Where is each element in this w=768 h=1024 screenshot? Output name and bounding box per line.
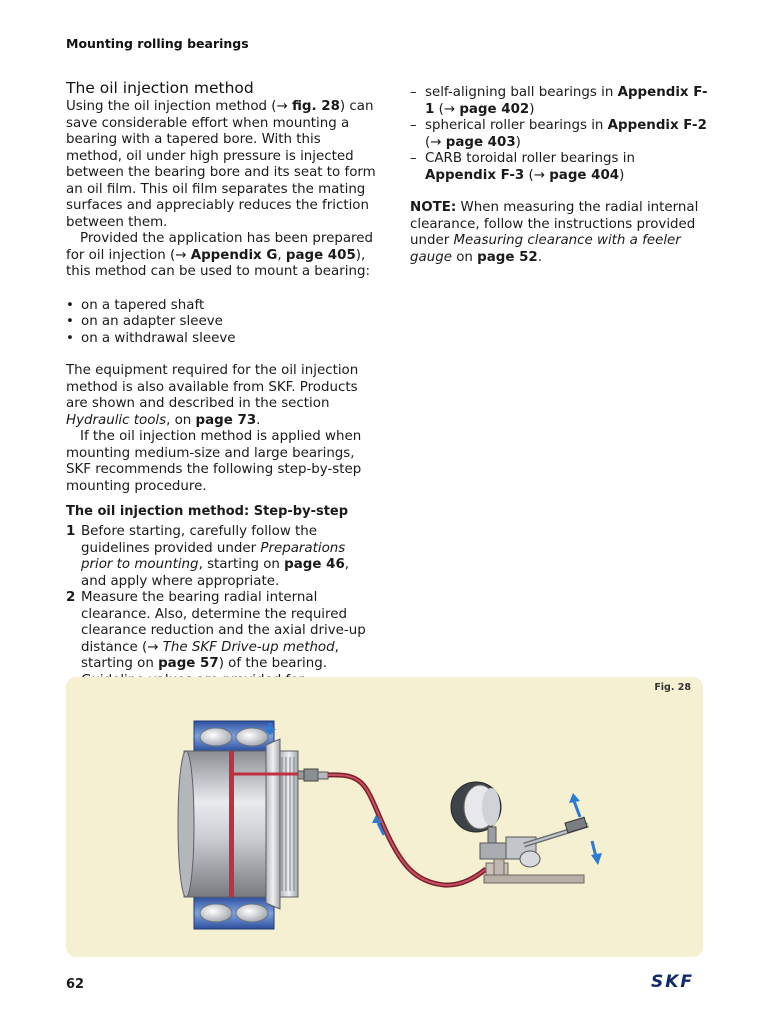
appendix-g-ref[interactable]: Appendix G xyxy=(190,247,278,263)
step-2: 2 Measure the bearing radial internal clearance. Also, determine the required clearance reduction and the axial drive-up distance (→ The SKF Drive-up method, starting on page 57) of the bearing. xyxy=(66,590,366,671)
page-46-ref[interactable]: page 46 xyxy=(284,557,345,572)
list-item: • on an adapter sleeve xyxy=(66,314,376,331)
note-paragraph: NOTE: When measuring the radial internal clearance, follow the instructions provided under Measuring clearance with a feeler gauge on page 52. xyxy=(410,200,699,265)
sleeve xyxy=(266,739,280,909)
page-number: 62 xyxy=(66,977,85,992)
bearing-bottom xyxy=(194,897,274,929)
note-label: NOTE: xyxy=(410,200,457,215)
running-header: Mounting rolling bearings xyxy=(66,36,249,51)
page-405-ref[interactable]: page 405 xyxy=(285,247,356,263)
appendix-f1-ref[interactable]: Appendix F-1 xyxy=(425,85,708,117)
paragraph-intro: Using the oil injection method (→ fig. 28) can save considerable effort when mounting a bearing with a tapered bore. With this method, oil under high pressure is injected between the bearing bore and its seat to form an oil film. This oil film separates the mating surfaces and appreciably reduces the friction between them. xyxy=(66,99,376,230)
list-item: – self-aligning ball bearings in Appendix F-1 (→ page 402) xyxy=(410,85,710,118)
figure-28 xyxy=(66,677,703,957)
mounting-options-list xyxy=(66,298,376,348)
figure-label: Fig. 28 xyxy=(654,682,691,693)
page-57-ref[interactable]: page 57 xyxy=(158,656,219,671)
list-item: – spherical roller bearings in Appendix F-2 (→ page 403) xyxy=(410,118,710,151)
page-402-ref[interactable]: page 402 xyxy=(459,101,530,117)
list-item: • on a withdrawal sleeve xyxy=(66,331,376,348)
list-item: • on a tapered shaft xyxy=(66,298,376,315)
page-404-ref[interactable]: page 404 xyxy=(549,167,620,183)
appendix-f3-ref[interactable]: Appendix F-3 xyxy=(425,167,525,183)
page-73-ref[interactable]: page 73 xyxy=(195,412,257,428)
oil-pump xyxy=(451,782,588,883)
skf-logo: SKF xyxy=(651,972,695,992)
oil-injection-illustration xyxy=(66,677,703,957)
page-52-ref[interactable]: page 52 xyxy=(477,249,538,265)
page-403-ref[interactable]: page 403 xyxy=(445,134,516,150)
steps-list xyxy=(66,524,376,689)
paragraph-prepared: Provided the application has been prepared for oil injection (→ Appendix G, page 405), this method can be used to mount a bearing: xyxy=(66,231,373,279)
left-column xyxy=(66,78,376,689)
list-item: – CARB toroidal roller bearings in Appendix F-3 (→ page 404) xyxy=(410,151,710,184)
paragraph-equipment: The equipment required for the oil injection method is also available from SKF. Products are shown and described in the section Hydraulic tools, on page 73. xyxy=(66,363,359,428)
bearing-top xyxy=(194,721,274,751)
fig-ref-link[interactable]: fig. 28 xyxy=(292,99,340,114)
right-column xyxy=(410,85,710,266)
step-1: 1 Before starting, carefully follow the guidelines provided under Preparations prior to mounting, starting on page 46, and apply where appropriate. xyxy=(66,524,350,589)
appendix-f2-ref[interactable]: Appendix F-2 xyxy=(607,118,707,133)
oil-duct xyxy=(229,751,234,897)
paragraph-recommendation: If the oil injection method is applied when mounting medium-size and large bearings, SKF recommends the following step-by-step mounting procedure. xyxy=(66,429,362,494)
section-heading: The oil injection method xyxy=(66,79,254,97)
appendix-list xyxy=(410,85,710,184)
steps-heading: The oil injection method: Step-by-step xyxy=(66,504,349,519)
